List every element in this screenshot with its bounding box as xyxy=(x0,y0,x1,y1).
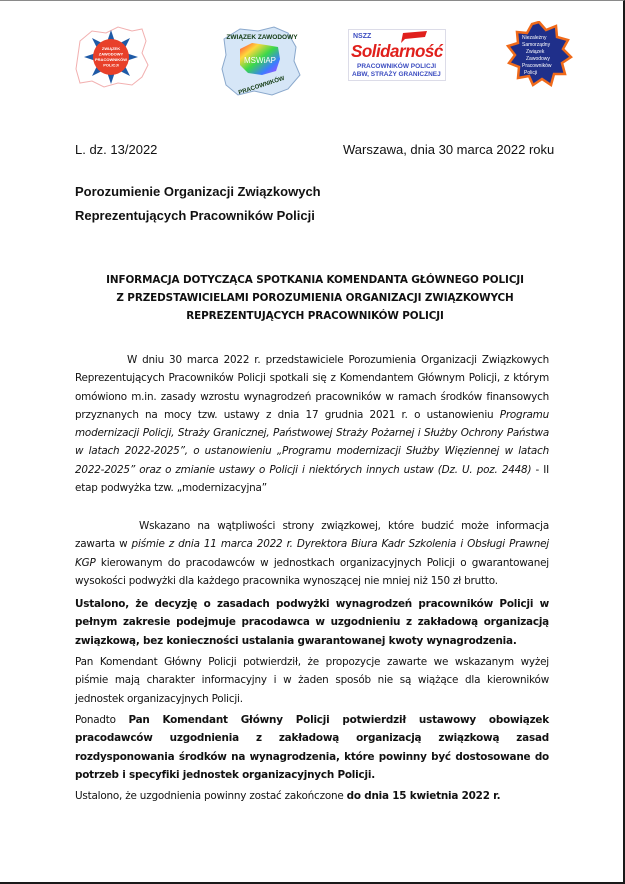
place-date: Warszawa, dnia 30 marca 2022 roku xyxy=(343,142,555,157)
organization-name-line-2: Reprezentujących Pracowników Policji xyxy=(75,208,315,223)
nszz-solidarnosc-logo xyxy=(348,29,446,81)
zz-pracownikow-mswiap-logo xyxy=(218,25,302,97)
svg-text:Policji: Policji xyxy=(524,70,538,76)
paragraph-confirmation: Pan Komendant Główny Policji potwierdził, że propozycje zawarte we wskazanym wyżej piśmie mają charakter informacyjny i w żaden sposób nie są wiążące dla kierowników jednostek organizacyjnych Policji. xyxy=(75,656,549,705)
svg-text:PRACOWNIKÓW: PRACOWNIKÓW xyxy=(95,57,127,62)
organization-name-line-1: Porozumienie Organizacji Związkowych xyxy=(75,184,321,199)
legal-act-title: Programu modernizacji Policji, Straży Granicznej, Państwowej Straży Pożarnej i Służby Ochrony Państwa w latach 2022-2025”, o ustanowieniu „Programu modernizacji Służby Więziennej w latach 2022-2025” oraz o zmianie ustawy o Policji i niektórych innych ustaw (Dz. U. poz. 2448) xyxy=(75,408,549,476)
svg-text:MSWiAP: MSWiAP xyxy=(244,56,276,65)
zzpp-logo-graphic xyxy=(72,23,150,89)
zzpp-logo xyxy=(72,23,150,89)
svg-text:Zawodowy: Zawodowy xyxy=(526,56,550,62)
title-line-1: INFORMACJA DOTYCZĄCA SPOTKANIA KOMENDANTA GŁÓWNEGO POLICJI xyxy=(106,274,524,286)
poland-map-logo-graphic xyxy=(218,25,302,97)
deadline-date: do dnia 15 kwietnia 2022 r. xyxy=(346,790,501,802)
nszz-label: NSZZ xyxy=(353,33,372,40)
paragraph-decision: Ustalono, że decyzję o zasadach podwyżki wynagrodzeń pracowników Policji w pełnym zakresie podejmuje pracodawca w uzgodnieniu z zakładową organizacją związkową, bez konieczności ustalania gwarantowanej kwoty wynagrodzenia. xyxy=(75,598,549,647)
solidarnosc-brand: Solidarność xyxy=(351,41,443,62)
paragraph-doubts: Wskazano na wątpliwości strony związkowej, które budzić może informacja zawarta w piśmie z dnia 11 marca 2022 r. Dyrektora Biura Kadr Szkolenia i Obsługi Prawnej KGP kierowanym do pracodawców w jednostkach organizacyjnych Policji o gwarantowanej wysokości podwyżki dla każdego pracownika wynoszącej nie mniej niż 150 zł brutto. xyxy=(75,520,549,587)
solidarnosc-subtitle-1: PRACOWNIKÓW POLICJI xyxy=(357,63,437,70)
nszzpp-logo xyxy=(502,21,576,87)
svg-text:POLICJI: POLICJI xyxy=(103,62,119,68)
paragraph-deadline: Ustalono, że uzgodnienia powinny zostać zakończone do dnia 15 kwietnia 2022 r. xyxy=(75,790,501,802)
svg-text:Pracowników: Pracowników xyxy=(522,63,552,69)
document-title xyxy=(70,271,560,325)
letter-reference: piśmie z dnia 11 marca 2022 r. Dyrektora Biura Kadr Szkolenia i Obsługi Prawnej KGP xyxy=(75,538,549,569)
reference-number: L. dz. 13/2022 xyxy=(75,142,158,157)
svg-text:ZWIĄZEK: ZWIĄZEK xyxy=(101,46,121,51)
svg-text:ZAWODOWY: ZAWODOWY xyxy=(98,51,124,57)
svg-text:Samorządny: Samorządny xyxy=(522,42,551,48)
svg-text:PRACOWNIKÓW: PRACOWNIKÓW xyxy=(237,75,286,97)
svg-text:Niezależny: Niezależny xyxy=(522,35,547,41)
paragraph-obligation: Ponadto Pan Komendant Główny Policji potwierdził ustawowy obowiązek pracodawców uzgodnienia z zakładową organizacją związkową zasad rozdysponowania środków na wynagrodzenia, które powinny być dostosowane do potrzeb i specyfiki jednostek organizacyjnych Policji. xyxy=(75,714,549,781)
title-line-3: REPREZENTUJĄCYCH PRACOWNIKÓW POLICJI xyxy=(186,310,444,322)
solidarnosc-subtitle-2: ABW, STRAŻY GRANICZNEJ xyxy=(352,71,441,78)
nszzpp-star-graphic xyxy=(502,21,576,87)
title-line-2: Z PRZEDSTAWICIELAMI POROZUMIENIA ORGANIZACJI ZWIĄZKOWYCH xyxy=(116,292,514,304)
svg-text:Związek: Związek xyxy=(526,49,545,55)
paragraph-meeting: W dniu 30 marca 2022 r. przedstawiciele Porozumienia Organizacji Związkowych Reprezentujących Pracowników Policji spotkali się z Komendantem Głównym Policji, z którym omówiono m.in. zasady wzrostu wynagrodzeń pracowników w ramach środków finansowych przyznanych na mocy tzw. ustawy z dnia 17 grudnia 2021 r. o ustanowieniu Programu modernizacji Policji, Straży Granicznej, Państwowej Straży Pożarnej i Służby Ochrony Państwa w latach 2022-2025”, o ustanowieniu „Programu modernizacji Służby Więziennej w latach 2022-2025” oraz o zmianie ustawy o Policji i niektórych innych ustaw (Dz. U. poz. 2448) - II etap podwyżka tzw. „modernizacyjna” xyxy=(75,354,550,495)
svg-text:ZWIĄZEK ZAWODOWY: ZWIĄZEK ZAWODOWY xyxy=(226,34,298,41)
